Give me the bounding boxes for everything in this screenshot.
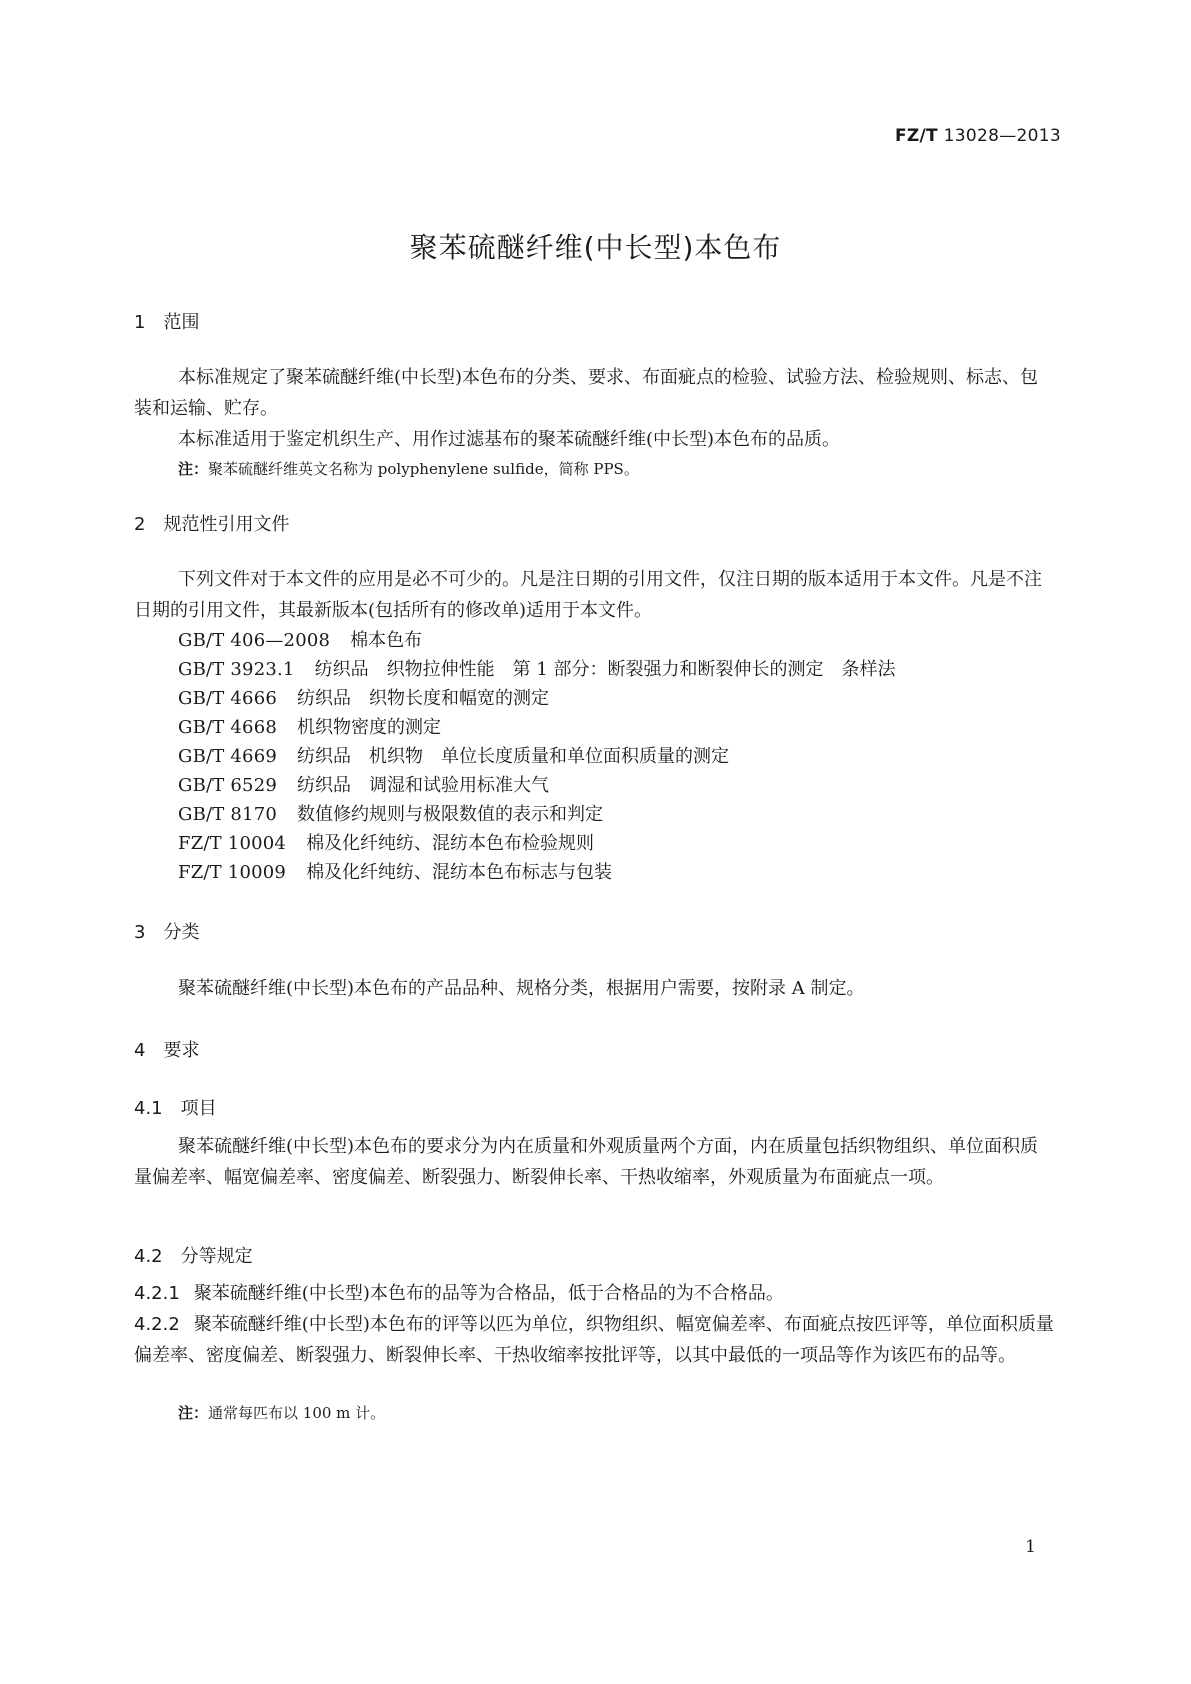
section-4-2-note xyxy=(178,1402,385,1423)
reference-code: GB/T 3923.1 xyxy=(178,659,295,680)
standard-code xyxy=(895,126,1061,146)
clause-number: 4.2.1 xyxy=(134,1283,180,1304)
standard-number: 13028—2013 xyxy=(943,126,1061,146)
note-text: 聚苯硫醚纤维英文名称为 polyphenylene sulfide，简称 PPS。 xyxy=(208,460,639,478)
clause-4-2-2 xyxy=(134,1309,1054,1371)
section-number: 2 xyxy=(134,514,146,535)
reference-item xyxy=(178,771,549,797)
section-4-1-heading xyxy=(134,1094,217,1120)
note-text: 通常每匹布以 100 m 计。 xyxy=(208,1404,386,1422)
reference-item xyxy=(178,655,896,681)
reference-item xyxy=(178,626,422,652)
section-1-heading xyxy=(134,308,199,334)
reference-item xyxy=(178,800,603,826)
section-number: 1 xyxy=(134,312,146,333)
reference-title: 棉及化纤纯纺、混纺本色布检验规则 xyxy=(306,833,595,854)
reference-title: 纺织品 调湿和试验用标准大气 xyxy=(297,775,550,796)
reference-code: GB/T 4668 xyxy=(178,717,278,738)
reference-code: GB/T 4666 xyxy=(178,688,278,709)
clause-text: 聚苯硫醚纤维(中长型)本色布的评等以匹为单位，织物组织、幅宽偏差率、布面疵点按匹评等，单位面积质量偏差率、密度偏差、断裂强力、断裂伸长率、干热收缩率按批评等，以其中最低的一项品等作为该匹布的品等。 xyxy=(134,1314,1054,1366)
reference-code: FZ/T 10004 xyxy=(178,833,287,854)
section-1-note xyxy=(178,458,639,479)
section-title: 项目 xyxy=(180,1098,217,1119)
clause-number: 4.2.2 xyxy=(134,1314,180,1335)
page-number: 1 xyxy=(1025,1537,1036,1557)
reference-item xyxy=(178,713,441,739)
standard-prefix: FZ/T xyxy=(894,126,938,146)
reference-code: FZ/T 10009 xyxy=(178,862,287,883)
section-4-1-para-1: 聚苯硫醚纤维(中长型)本色布的要求分为内在质量和外观质量两个方面，内在质量包括织物组织、单位面积质量偏差率、幅宽偏差率、密度偏差、断裂强力、断裂伸长率、干热收缩率，外观质量为布面疵点一项。 xyxy=(134,1136,1039,1188)
reference-item xyxy=(178,829,594,855)
section-2-heading xyxy=(134,510,289,536)
section-2-para-1: 下列文件对于本文件的应用是必不可少的。凡是注日期的引用文件，仅注日期的版本适用于本文件。凡是不注日期的引用文件，其最新版本(包括所有的修改单)适用于本文件。 xyxy=(134,569,1042,621)
section-title: 范围 xyxy=(163,312,200,333)
section-title: 要求 xyxy=(163,1040,200,1061)
reference-code: GB/T 6529 xyxy=(178,775,278,796)
section-number: 4.2 xyxy=(134,1246,163,1267)
reference-code: GB/T 4669 xyxy=(178,746,278,767)
section-3-para-1: 聚苯硫醚纤维(中长型)本色布的产品品种、规格分类，根据用户需要，按附录 A 制定。 xyxy=(178,978,865,999)
reference-title: 棉本色布 xyxy=(350,630,423,651)
clause-text: 聚苯硫醚纤维(中长型)本色布的品等为合格品，低于合格品的为不合格品。 xyxy=(193,1283,784,1304)
section-1-para-1: 本标准规定了聚苯硫醚纤维(中长型)本色布的分类、要求、布面疵点的检验、试验方法、检验规则、标志、包装和运输、贮存。 xyxy=(134,367,1039,419)
section-number: 3 xyxy=(134,922,146,943)
reference-title: 棉及化纤纯纺、混纺本色布标志与包装 xyxy=(306,862,613,883)
reference-title: 数值修约规则与极限数值的表示和判定 xyxy=(297,804,604,825)
section-title: 规范性引用文件 xyxy=(163,514,290,535)
reference-item xyxy=(178,684,549,710)
reference-item xyxy=(178,742,729,768)
reference-code: GB/T 406—2008 xyxy=(178,630,331,651)
section-title: 分等规定 xyxy=(180,1246,253,1267)
section-4-heading xyxy=(134,1036,199,1062)
clause-4-2-1 xyxy=(134,1278,1054,1309)
document-title: 聚苯硫醚纤维(中长型)本色布 xyxy=(409,231,782,264)
note-label: 注： xyxy=(178,460,209,478)
reference-title: 机织物密度的测定 xyxy=(297,717,442,738)
reference-title: 纺织品 机织物 单位长度质量和单位面积质量的测定 xyxy=(297,746,730,767)
reference-title: 纺织品 织物长度和幅宽的测定 xyxy=(297,688,550,709)
section-number: 4.1 xyxy=(134,1098,163,1119)
section-3-heading xyxy=(134,918,199,944)
section-1-para-2: 本标准适用于鉴定机织生产、用作过滤基布的聚苯硫醚纤维(中长型)本色布的品质。 xyxy=(178,429,841,450)
reference-item xyxy=(178,858,612,884)
section-number: 4 xyxy=(134,1040,146,1061)
note-label: 注： xyxy=(178,1404,209,1422)
reference-code: GB/T 8170 xyxy=(178,804,278,825)
reference-title: 纺织品 织物拉伸性能 第 1 部分：断裂强力和断裂伸长的测定 条样法 xyxy=(314,659,896,680)
section-title: 分类 xyxy=(163,922,200,943)
section-4-2-heading xyxy=(134,1242,253,1268)
